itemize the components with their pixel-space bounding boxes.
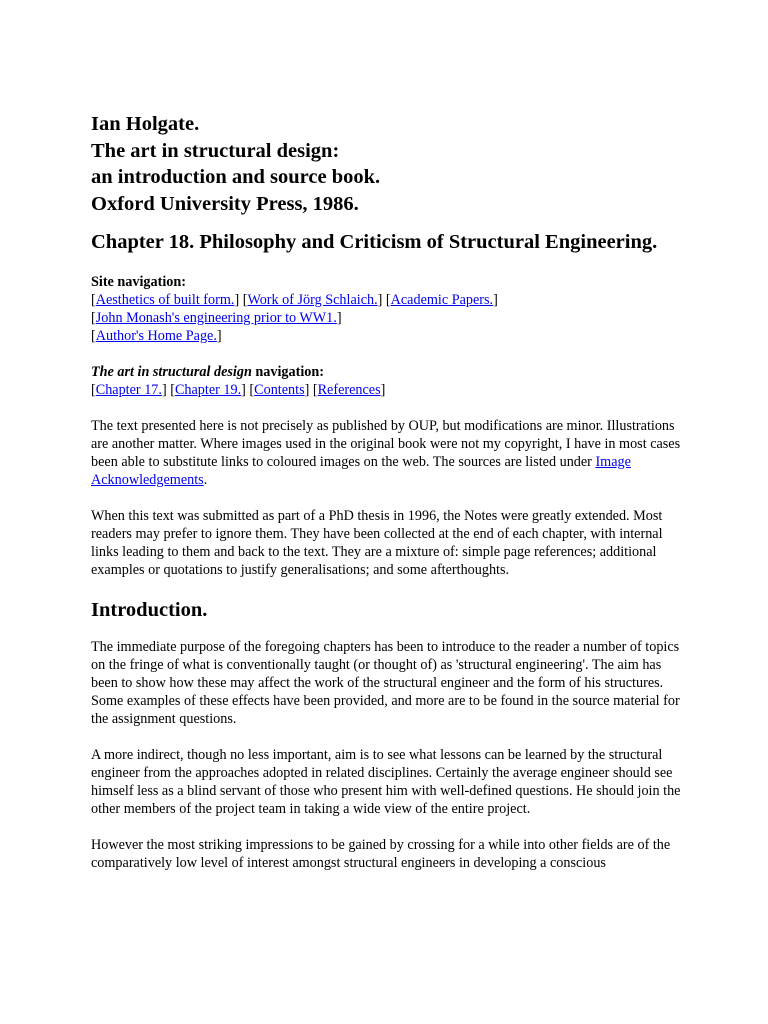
- site-nav-link-home-page[interactable]: Author's Home Page.: [95, 327, 217, 344]
- intro-paragraph-1: [91, 417, 687, 489]
- intro-paragraph-1-text: The text presented here is not precisely as published by OUP, but modifications are minor. Illustrations are another matter. Where images used in the original book were not my copyright, I have in most cases been able to substitute links to coloured images on the web. The sources are listed under: [91, 417, 681, 470]
- site-nav-row-3: [Author's Home Page.]: [91, 327, 222, 344]
- section-heading-introduction: Introduction.: [91, 598, 208, 621]
- book-author: Ian Holgate.: [91, 113, 200, 135]
- book-nav-link-chapter-19[interactable]: Chapter 19.: [174, 381, 242, 398]
- intro-paragraph-2: When this text was submitted as part of a PhD thesis in 1996, the Notes were greatly extended. Most readers may prefer to ignore them. They have been collected at the end of each chapter, with internal links leading to them and back to the text. They are a mixture of: simple page references; additional examples or quotations to justify generalisations; and some afterthoughts.: [91, 507, 663, 578]
- book-nav-heading: [91, 363, 691, 381]
- site-nav-link-schlaich[interactable]: Work of Jörg Schlaich.: [247, 291, 378, 308]
- book-nav-heading-title: The art in structural design: [91, 363, 252, 380]
- book-publisher: Oxford University Press, 1986.: [91, 192, 359, 215]
- book-title: The art in structural design:: [91, 139, 340, 162]
- body-paragraph-3: However the most striking impressions to be gained by crossing for a while into other fields are of the comparatively low level of interest amongst structural engineers in developing a conscious: [91, 836, 671, 871]
- book-nav-link-contents[interactable]: Contents: [254, 381, 305, 398]
- body-paragraph-2: A more indirect, though no less important, aim is to see what lessons can be learned by the structural engineer from the approaches adopted in related disciplines. Certainly the average engineer should see himself less as a blind servant of those who present him with well-defined questions. He should join the other members of the project team in taking a wide view of the entire project.: [91, 746, 681, 817]
- book-nav-link-chapter-17[interactable]: Chapter 17.: [95, 381, 162, 398]
- site-nav-link-monash[interactable]: John Monash's engineering prior to WW1.: [95, 309, 337, 326]
- intro-paragraph-1-end: .: [203, 471, 208, 488]
- site-nav-row-2: [John Monash's engineering prior to WW1.]: [91, 309, 342, 326]
- book-nav-link-references[interactable]: References: [317, 381, 381, 398]
- body-paragraph-1: The immediate purpose of the foregoing chapters has been to introduce to the reader a number of topics on the fringe of what is conventionally taught (or thought of) as 'structural engineering'. The aim has been to show how these may affect the work of the structural engineer and the form of his structures. Some examples of these effects have been provided, and more are to be found in the source material for the assignment questions.: [91, 638, 680, 727]
- book-citation: [91, 111, 691, 217]
- book-subtitle: an introduction and source book.: [91, 166, 381, 188]
- site-nav-row-1: [Aesthetics of built form.] [Work of Jörg Schlaich.] [Academic Papers.]: [91, 291, 498, 308]
- document-page: [91, 111, 691, 872]
- image-acknowledgements-link[interactable]: Image Acknowledgements: [91, 453, 631, 488]
- chapter-title: Chapter 18. Philosophy and Criticism of Structural Engineering.: [91, 231, 658, 253]
- site-nav-link-academic-papers[interactable]: Academic Papers.: [390, 291, 494, 308]
- site-nav-heading: Site navigation:: [91, 273, 186, 290]
- site-navigation: [91, 273, 691, 345]
- book-nav-row: [Chapter 17.] [Chapter 19.] [Contents] [References]: [91, 381, 386, 398]
- book-nav-heading-suffix: navigation:: [251, 363, 324, 380]
- site-nav-link-aesthetics[interactable]: Aesthetics of built form.: [95, 291, 235, 308]
- book-navigation: [91, 363, 691, 399]
